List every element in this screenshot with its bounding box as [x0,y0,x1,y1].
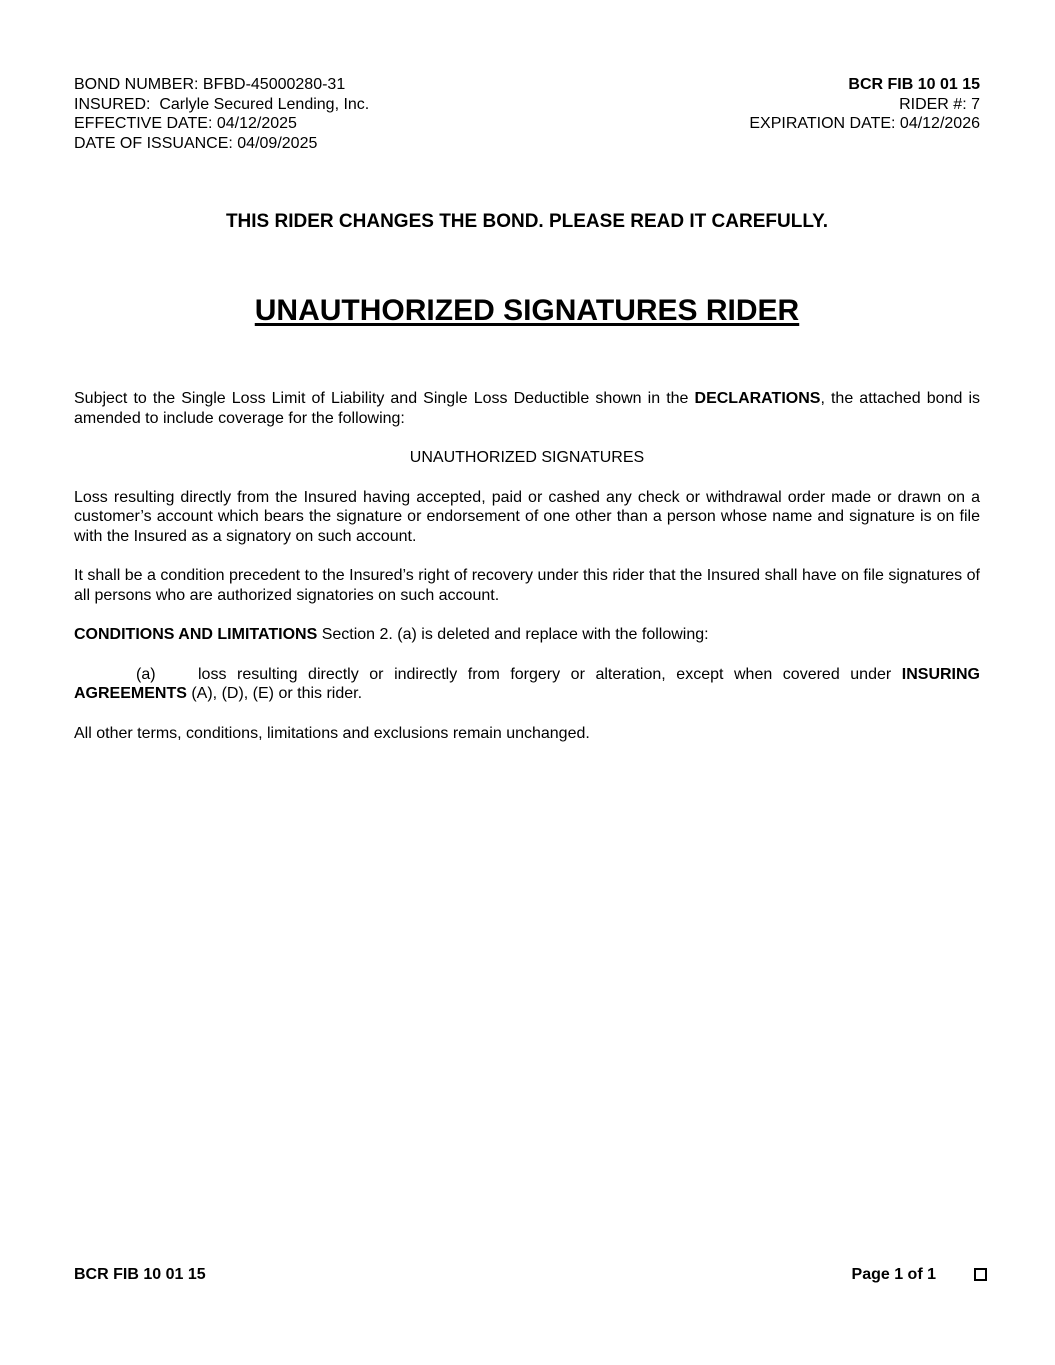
conditions-text: Section 2. (a) is deleted and replace with the following: [317,626,709,643]
notice-banner: THIS RIDER CHANGES THE BOND. PLEASE READ IT CAREFULLY. [225,211,829,232]
intro-text-b: , the attached bond is amended to include coverage for the following: [74,390,980,427]
item-a-label: (a) [136,665,156,683]
declarations-term: DECLARATIONS [694,390,821,407]
header-right [749,75,980,153]
coverage-subheading: UNAUTHORIZED SIGNATURES [409,449,645,466]
paragraph-condition: It shall be a condition precedent to the Insured’s right of recovery under this rider that the Insured shall have on file signatures of all persons who are authorized signatories on such account. [74,567,980,604]
paragraph-conditions-limitations [74,625,980,645]
insured: INSURED: Carlyle Secured Lending, Inc. [74,95,370,113]
footer-form-code: BCR FIB 10 01 15 [74,1266,206,1283]
checkbox-icon[interactable] [974,1268,987,1281]
bond-number: BOND NUMBER: BFBD-45000280-31 [74,76,346,93]
paragraph-loss: Loss resulting directly from the Insured having accepted, paid or cashed any check or withdrawal order made or drawn on a customer’s account which bears the signature or endorsement of one other than a person whose name and signature is on file with the Insured as a signatory on such account. [74,488,980,545]
rider-number: RIDER #: 7 [899,95,980,113]
rider-body [74,389,980,763]
footer-right [852,1265,987,1285]
item-a-text-a: loss resulting directly or indirectly from forgery or alteration, except when covered under [198,665,902,683]
item-a-text-b: (A), (D), (E) or this rider. [186,685,363,702]
paragraph-item-a [74,665,980,704]
date-of-issuance: DATE OF ISSUANCE: 04/09/2025 [74,134,318,152]
paragraph-intro [74,389,980,428]
form-code: BCR FIB 10 01 15 [848,76,980,93]
header [74,75,980,153]
expiration-date: EXPIRATION DATE: 04/12/2026 [749,115,980,132]
conditions-limitations-term: CONDITIONS AND LIMITATIONS [74,626,318,643]
intro-text-a: Subject to the Single Loss Limit of Liability and Single Loss Deductible shown in the [74,390,695,407]
header-left [74,75,369,153]
insuring-agreements-term: INSURING AGREEMENTS [74,665,980,702]
page-title: UNAUTHORIZED SIGNATURES RIDER [254,294,800,327]
effective-date: EFFECTIVE DATE: 04/12/2025 [74,115,297,132]
paragraph-closing: All other terms, conditions, limitations and exclusions remain unchanged. [74,724,590,742]
page-number: Page 1 of 1 [851,1266,936,1283]
footer [74,1265,987,1285]
